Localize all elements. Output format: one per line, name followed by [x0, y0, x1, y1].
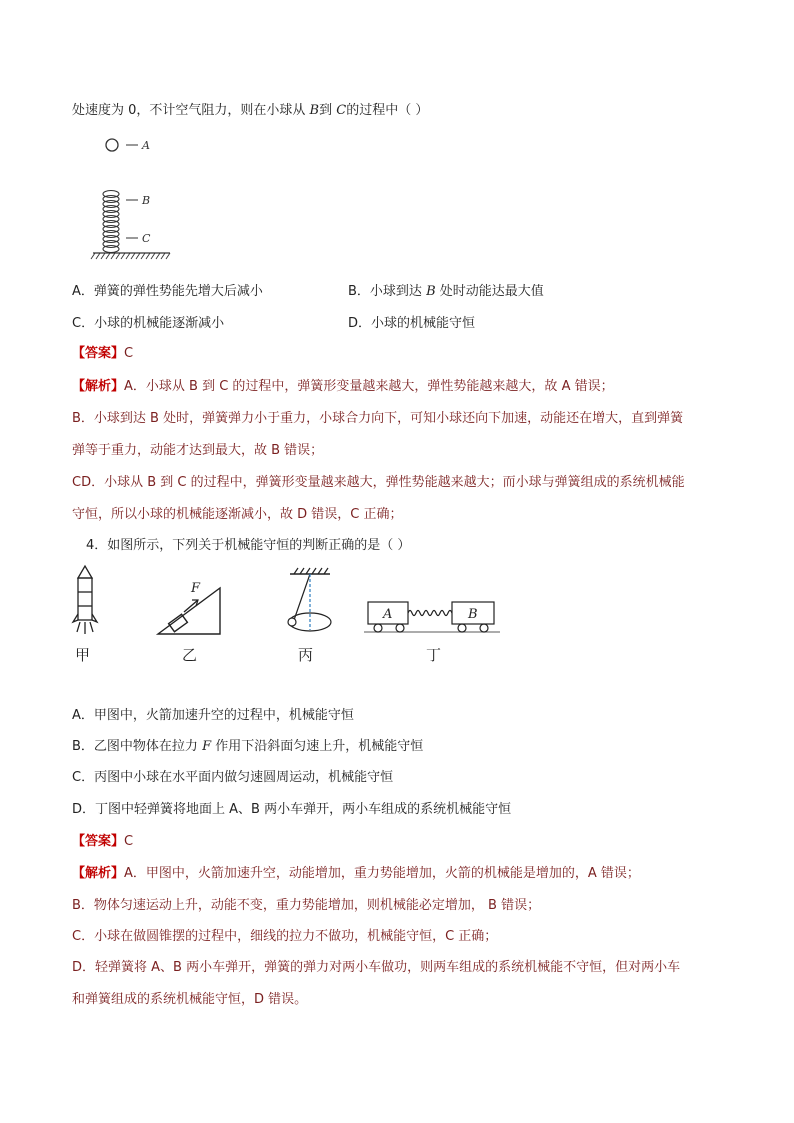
q4-analysis-line-1: 【解析】A．甲图中，火箭加速升空，动能增加，重力势能增加，火箭的机械能是增加的，A 错误； [72, 866, 640, 881]
q4-analysis-line-3: C．小球在做圆锥摆的过程中，细线的拉力不做功，机械能守恒，C 正确； [72, 929, 498, 944]
q3-analysis-line-5: 守恒，所以小球的机械能逐渐减小，故 D 错误，C 正确； [72, 507, 403, 522]
q4-option-d: D．丁图中轻弹簧将地面上 A、B 两小车弹开，两小车组成的系统机械能守恒 [72, 802, 512, 817]
rocket-figure [73, 566, 97, 634]
label-yi: 乙 [182, 646, 198, 664]
q3-analysis-line-1: 【解析】A．小球从 B 到 C 的过程中，弹簧形变量越来越大，弹性势能越来越大，故 A 错误； [72, 379, 614, 394]
q3-option-a: A．弹簧的弹性势能先增大后减小 [72, 284, 263, 299]
q4-option-c: C．丙图中小球在水平面内做匀速圆周运动，机械能守恒 [72, 770, 394, 785]
label-bing: 丙 [298, 646, 314, 664]
ball [106, 139, 118, 151]
q3-spring-figure [90, 132, 180, 267]
q4-figures [68, 562, 508, 672]
force-label: F [191, 581, 201, 596]
q3-analysis-line-3: 弹等于重力，动能才达到最大，故 B 错误； [72, 443, 324, 458]
q3-option-b: B．小球到达 B 处时动能达最大值 [348, 284, 544, 299]
q3-stem: 处速度为 0，不计空气阻力，则在小球从 B到 C的过程中（ ） [72, 103, 429, 118]
cart-a-label: A [383, 607, 393, 622]
q4-option-a: A．甲图中，火箭加速升空的过程中，机械能守恒 [72, 708, 354, 723]
q4-analysis-line-5: 和弹簧组成的系统机械能守恒，D 错误。 [72, 992, 308, 1007]
spring-coil [103, 191, 119, 253]
q3-option-c: C．小球的机械能逐渐减小 [72, 316, 225, 331]
label-c: C [142, 232, 151, 245]
label-jia: 甲 [75, 646, 91, 664]
q3-analysis-line-2: B．小球到达 B 处时，弹簧弹力小于重力，小球合力向下，可知小球还向下加速，动能还在增大，直到弹簧 [72, 411, 684, 426]
pendulum-figure [288, 568, 331, 631]
label-b: B [142, 194, 151, 207]
incline-figure [158, 588, 220, 634]
q3-answer: 【答案】C [72, 346, 134, 361]
q4-stem: 4．如图所示，下列关于机械能守恒的判断正确的是（ ） [86, 538, 411, 553]
q3-analysis-line-4: CD．小球从 B 到 C 的过程中，弹簧形变量越来越大，弹性势能越来越大；而小球与弹簧组成的系统机械能 [72, 475, 685, 490]
q4-option-b: B．乙图中物体在拉力 F 作用下沿斜面匀速上升，机械能守恒 [72, 739, 424, 754]
q3-option-d: D．小球的机械能守恒 [348, 316, 476, 331]
label-a: A [142, 139, 150, 152]
cart-b-label: B [468, 607, 478, 622]
label-ding: 丁 [426, 646, 442, 664]
q4-analysis-line-2: B．物体匀速运动上升，动能不变，重力势能增加，则机械能必定增加， B 错误； [72, 898, 541, 913]
q4-analysis-line-4: D．轻弹簧将 A、B 两小车弹开，弹簧的弹力对两小车做功，则两车组成的系统机械能不守恒，但对两小车 [72, 960, 681, 975]
q4-answer: 【答案】C [72, 834, 134, 849]
